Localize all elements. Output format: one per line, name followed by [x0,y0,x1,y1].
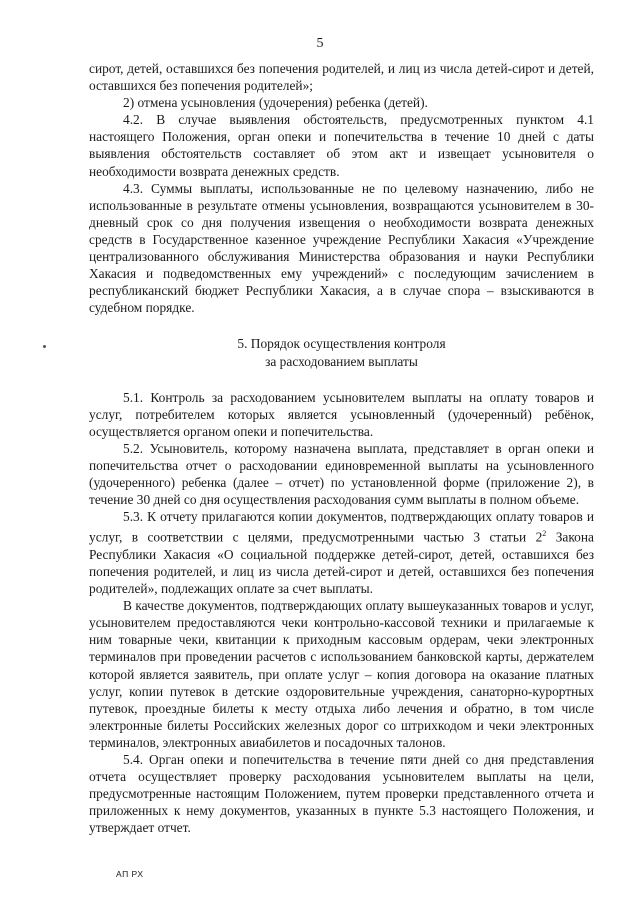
paragraph-5-3-text: 5.3. К отчету прилагаются копии документов, подтверждающих оплату товаров и услуг, в соответствии с целями, предусмотренными частью 3 статьи 2 [89,509,594,545]
spacer [89,370,594,389]
section-5-heading-line-2: за расходованием выплаты [265,353,418,369]
footer-mark: АП РХ [116,869,144,879]
section-5-heading-line-1: 5. Порядок осуществления контроля [237,336,446,352]
paragraph-continuation: сирот, детей, оставшихся без попечения родителей, и лиц из числа детей-сирот и детей, оставшихся без попечения родителей»; [89,61,594,94]
paragraph-5-3-text-cont: Закона Республики Хакасия «О социальной поддержке детей-сирот, детей, оставшихся без попечения родителей, и лиц из числа детей-сирот и детей, оставшихся без попечения родителей», подлежащих оплате за счет выплаты. [89,529,594,597]
paragraph-5-1: 5.1. Контроль за расходованием усыновителем выплаты на оплату товаров и услуг, потребителем которых является усыновленный (удочеренный) ребёнок, осуществляется органом опеки и попечительства. [89,389,594,439]
paragraph-4-3: 4.3. Суммы выплаты, использованные не по целевому назначению, либо не использованные в результате отмены усыновления, возвращаются усыновителем в 30-дневный срок со дня получения извещения о необходимости возврата денежных средств в Государственное казенное учреждение Республики Хакасия «Учреждение централизованного обслуживания Министерства образования и науки Республики Хакасия и подведомственных ему учреждений» с последующим зачислением в республиканский бюджет Республики Хакасия, а в случае спора – взыскиваются в судебном порядке. [89,180,594,316]
superscript-2: 2 [542,529,547,539]
document-body [89,60,594,837]
page-number: 5 [316,36,324,51]
spacer [89,316,594,335]
paragraph-documents: В качестве документов, подтверждающих оплату вышеуказанных товаров и услуг, усыновителем предоставляются чеки контрольно-кассовой техники и прилагаемые к ним товарные чеки, квитанции к приходным кассовым ордерам, чеки электронных терминалов при проведении расчетов с использованием банковской карты, держателем которой является заявитель, при оплате услуг – копия договора на оказание платных услуг, копии путевок в детские оздоровительные учреждения, санаторно-курортных путевок, проездные билеты к месту отдыха либо лечения и обратно, в том числе электронные билеты Российских железных дорог со штрихкодом и чеки электронных терминалов, электронных авиабилетов и посадочных талонов. [89,598,594,750]
paragraph-5-4: 5.4. Орган опеки и попечительства в течение пяти дней со дня представления отчета осуществляет проверку расходования усыновителем выплаты на цели, предусмотренные настоящим Положением, путем проверки представленного отчета и приложенных к нему документов, указанных в пункте 5.3 настоящего Положения, и утверждает отчет. [89,752,594,836]
paragraph-4-2: 4.2. В случае выявления обстоятельств, предусмотренных пунктом 4.1 настоящего Положения, орган опеки и попечительства в течение 10 дней с даты выявления обстоятельств составляет об этом акт и извещает усыновителя о необходимости возврата денежных средств. [89,112,594,179]
scan-speck [43,345,46,348]
paragraph-5-2: 5.2. Усыновитель, которому назначена выплата, представляет в орган опеки и попечительства отчет о расходовании единовременной выплаты на усыновленного (удочеренного) ребенка (далее – отчет) по установленной форме (приложение 2), в течение 30 дней со дня осуществления расходования сумм выплаты в полном объеме. [89,440,594,508]
paragraph-item-2: 2) отмена усыновления (удочерения) ребенка (детей). [123,95,428,111]
paragraph-5-3 [89,508,594,597]
